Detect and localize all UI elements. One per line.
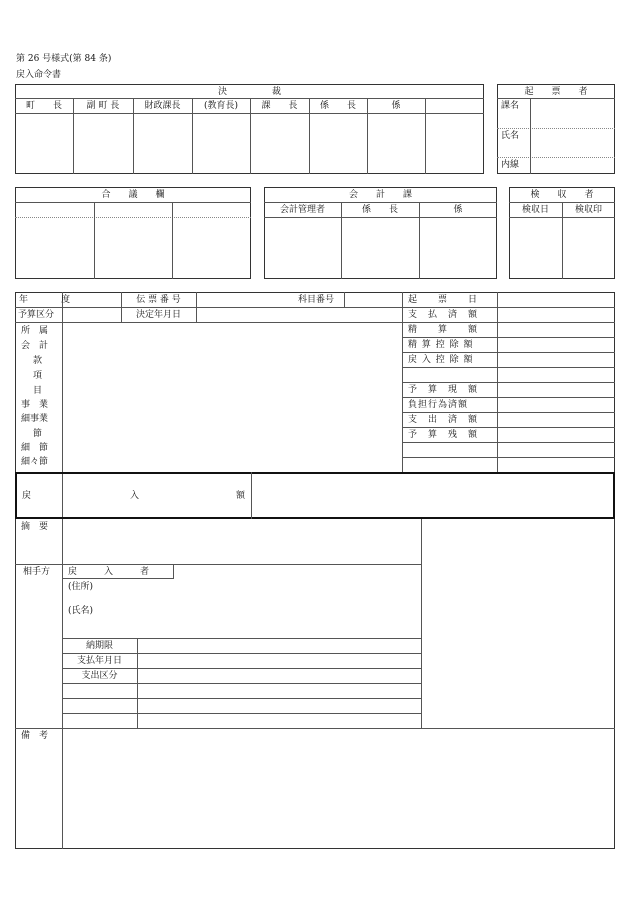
right-label-5: 戻 入 控 除 額 [408,355,474,365]
kaikei-col-3: 係 [453,205,463,215]
right-label-8: 負担行為済額 [408,400,469,410]
kihyousha-title: 起 票 者 [524,87,588,97]
bikou-label: 備 考 [21,731,49,741]
kenshu-col-2: 検収印 [574,205,602,215]
kessai-col-1: 町 長 [25,101,62,111]
kessai-col-6: 係 長 [319,101,356,111]
right-label-9: 支 出 済 額 [408,415,479,425]
right-label-10: 予 算 残 額 [408,430,479,440]
aitekata-label: 相手方 [23,567,51,577]
kihyousha-row-2: 氏名 [501,131,520,141]
form-number: 第 26 号様式(第 84 条) [16,54,112,64]
address-label: (住所) [68,582,94,592]
kaikei-title: 会 計 課 [348,190,412,200]
right-label-1: 起 票 日 [408,295,479,305]
kessai-col-2: 副 町 長 [86,101,120,111]
label-setsu: 節 [33,429,43,439]
label-shozoku: 所 属 [21,326,49,336]
payer-label: 戻 入 者 [68,567,150,577]
amount-label-3: 額 [236,491,246,501]
tekiyo-label: 摘 要 [21,522,49,532]
label-saisetsu: 細 節 [21,443,49,453]
yosan-kubun-label: 予算区分 [18,310,55,320]
kessai-title: 決 裁 [217,87,281,97]
label-saijigyo: 細事業 [21,414,49,424]
amount-label-2: 入 [130,491,140,501]
kihyousha-row-3: 内線 [501,160,520,170]
amount-label-1: 戻 [22,491,32,501]
shishutsu-label: 支出区分 [81,671,118,681]
kaikei-col-2: 係 長 [361,205,398,215]
name-label: (氏名) [68,606,94,616]
gougi-title: 合 議 欄 [101,190,165,200]
kenshu-title: 検 収 者 [530,190,594,200]
right-label-2: 支 払 済 額 [408,310,479,320]
kessai-col-7: 係 [391,101,401,111]
kettei-label: 決定年月日 [135,310,181,320]
kaikei-box [264,187,497,279]
kessai-col-5: 課 長 [261,101,298,111]
label-jigyo: 事 業 [21,400,49,410]
label-kan: 款 [33,356,43,366]
right-label-3: 精 算 額 [408,325,479,335]
kihyousha-row-1: 課名 [501,101,520,111]
kessai-col-4: (教育長) [203,101,239,111]
label-moku: 目 [33,386,43,396]
label-saisaisetsu: 細々節 [21,457,49,467]
gougi-box [15,187,251,279]
nendo-label: 年 度 [19,295,76,305]
label-kaikei: 会 計 [21,341,49,351]
form-title: 戻入命令書 [16,70,62,80]
right-label-7: 予 算 現 額 [408,385,479,395]
label-kou: 項 [33,371,43,381]
shiharai-label: 支払年月日 [76,656,122,666]
nouki-label: 納期限 [85,641,113,651]
denpyo-label: 伝 票 番 号 [136,295,181,305]
kessai-col-3: 財政課長 [144,101,181,111]
kaikei-col-1: 会計管理者 [279,205,325,215]
kamoku-label: 科目番号 [298,295,335,305]
kenshu-col-1: 検収日 [521,205,549,215]
right-label-4: 精 算 控 除 額 [408,340,474,350]
amount-row [15,472,615,519]
